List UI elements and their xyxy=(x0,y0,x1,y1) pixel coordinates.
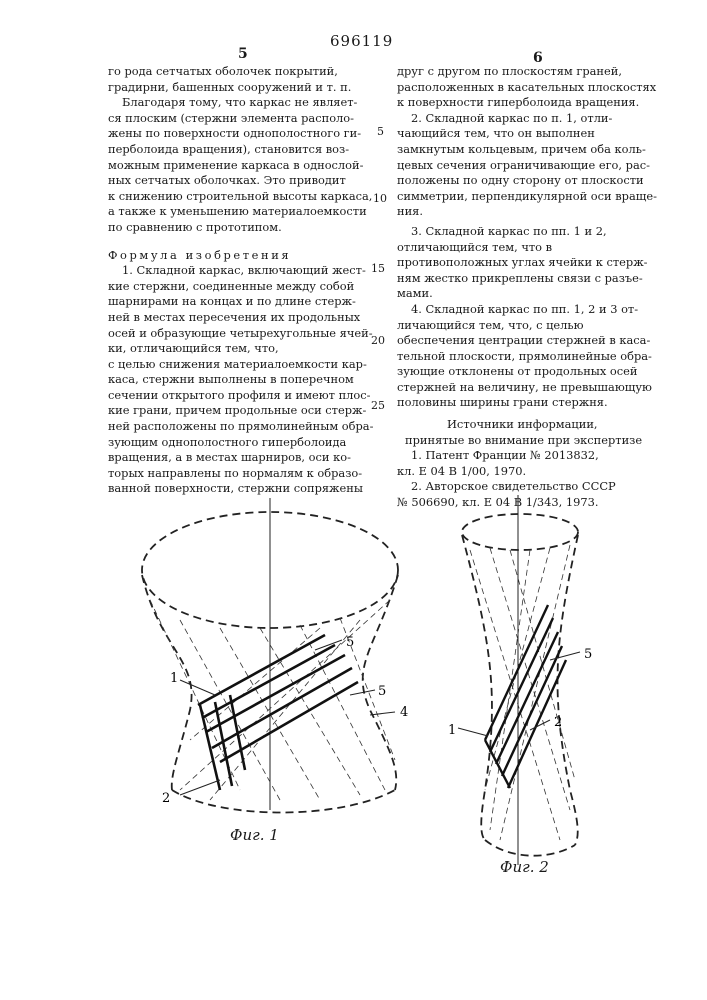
text-line: расположенных в касательных плоскостях xyxy=(397,80,657,96)
fig2-top-ellipse xyxy=(462,514,578,550)
text-line: зующие отклонены от продольных осей xyxy=(397,364,657,380)
fig1-label-1: 1 xyxy=(170,671,178,686)
claim-line: 1. Складной каркас, включающий жест- xyxy=(108,263,358,279)
fig1-label-4: 4 xyxy=(400,705,408,720)
claim-line: каса, стержни выполнены в поперечном xyxy=(108,372,358,388)
fig1-leader-4 xyxy=(370,712,395,715)
claim-line: ванной поверхности, стержни сопряжены xyxy=(108,481,358,497)
claim-line: шарнирами на концах и по длине стерж- xyxy=(108,294,358,310)
claim-line: кие стержни, соединенные между собой xyxy=(108,279,358,295)
claim-line: с целью снижения материалоемкости кар- xyxy=(108,357,358,373)
formula-heading: Формула изобретения xyxy=(108,248,358,264)
page-number-left: 5 xyxy=(238,46,248,62)
line-number: 5 xyxy=(377,125,384,138)
fig2-leader-5 xyxy=(550,652,580,660)
fig1-leader-5b xyxy=(350,690,375,695)
fig2-label-2: 2 xyxy=(554,715,562,730)
text-line: мами. xyxy=(397,286,657,302)
sources-heading: Источники информации, xyxy=(397,417,657,433)
text-line: цевых сечения ограничивающие его, рас- xyxy=(397,158,657,174)
figure-2 xyxy=(430,490,630,870)
fig1-label-5b: 5 xyxy=(378,684,386,699)
fig2-caption: Фиг. 2 xyxy=(500,858,549,876)
text-line: к снижению строительной высоты каркаса, xyxy=(108,189,358,205)
fig1-leader-2 xyxy=(180,780,220,795)
text-line: ных сетчатых оболочках. Это приводит xyxy=(108,173,358,189)
fig2-label-5: 5 xyxy=(584,647,592,662)
fig1-right-contour xyxy=(363,575,398,790)
text-line: личающийся тем, что, с целью xyxy=(397,318,657,334)
text-line: 4. Складной каркас по пп. 1, 2 и 3 от- xyxy=(397,302,657,318)
fig2-generatrices xyxy=(470,545,575,840)
text-line: замкнутым кольцевым, причем оба коль- xyxy=(397,142,657,158)
fig1-generatrices xyxy=(150,600,395,800)
fig2-frame-bars xyxy=(485,605,566,788)
text-line: друг с другом по плоскостям граней, xyxy=(397,64,657,80)
source-line: № 506690, кл. Е 04 В 1/343, 1973. xyxy=(397,495,657,511)
claim-line: осей и образующие четырехугольные ячей- xyxy=(108,326,358,342)
fig2-label-1: 1 xyxy=(448,723,456,738)
text-line: симметрии, перпендикулярной оси враще- xyxy=(397,189,657,205)
claim-line: торых направлены по нормалям к образо- xyxy=(108,466,358,482)
text-line: к поверхности гиперболоида вращения. xyxy=(397,95,657,111)
source-line: кл. Е 04 В 1/00, 1970. xyxy=(397,464,657,480)
text-line: Благодаря тому, что каркас не являет- xyxy=(108,95,358,111)
text-line: по сравнению с прототипом. xyxy=(108,220,358,236)
text-line: можным применение каркаса в однослой- xyxy=(108,158,358,174)
fig2-bottom-edge xyxy=(485,840,575,856)
line-number: 25 xyxy=(371,399,385,412)
text-line: жены по поверхности однополостного ги- xyxy=(108,126,358,142)
right-column xyxy=(397,64,657,511)
fig2-leader-2 xyxy=(530,720,550,730)
text-line: градирни, башенных сооружений и т. п. xyxy=(108,80,358,96)
fig2-left-contour xyxy=(462,535,492,840)
line-number: 10 xyxy=(373,192,387,205)
fig1-label-2: 2 xyxy=(162,791,170,806)
fig1-leader-1 xyxy=(180,680,215,695)
fig1-caption: Фиг. 1 xyxy=(230,826,279,844)
left-column xyxy=(108,64,358,497)
claim-line: ней расположены по прямолинейным обра- xyxy=(108,419,358,435)
text-line: тельной плоскости, прямолинейные обра- xyxy=(397,349,657,365)
source-line: 1. Патент Франции № 2013832, xyxy=(397,448,657,464)
patent-number: 696119 xyxy=(330,32,393,50)
text-line: противоположных углах ячейки к стерж- xyxy=(397,255,657,271)
source-line: 2. Авторское свидетельство СССР xyxy=(397,479,657,495)
text-line: чающийся тем, что он выполнен xyxy=(397,126,657,142)
claim-line: кие грани, причем продольные оси стерж- xyxy=(108,403,358,419)
claim-line: вращения, а в местах шарниров, оси ко- xyxy=(108,450,358,466)
fig1-label-5a: 5 xyxy=(346,635,354,650)
text-line: 3. Складной каркас по пп. 1 и 2, xyxy=(397,224,657,240)
text-line: ния. xyxy=(397,204,657,220)
text-line: го рода сетчатых оболочек покрытий, xyxy=(108,64,358,80)
text-line: а также к уменьшению материалоемкости xyxy=(108,204,358,220)
text-line: положены по одну сторону от плоскости xyxy=(397,173,657,189)
figure-1 xyxy=(120,490,430,850)
page-number-right: 6 xyxy=(533,50,543,66)
fig1-left-contour xyxy=(142,575,192,790)
fig2-leader-1 xyxy=(458,728,488,736)
claim-line: сечении открытого профиля и имеют плос- xyxy=(108,388,358,404)
text-line: обеспечения центрации стержней в каса- xyxy=(397,333,657,349)
fig2-right-contour xyxy=(558,535,578,845)
text-line: стержней на величину, не превышающую xyxy=(397,380,657,396)
text-line: перболоида вращения), становится воз- xyxy=(108,142,358,158)
line-number: 15 xyxy=(371,262,385,275)
text-line: отличающийся тем, что в xyxy=(397,240,657,256)
text-line: 2. Складной каркас по п. 1, отли- xyxy=(397,111,657,127)
claim-line: ней в местах пересечения их продольных xyxy=(108,310,358,326)
text-line: ням жестко прикреплены связи с разъе- xyxy=(397,271,657,287)
text-line: ся плоским (стержни элемента располо- xyxy=(108,111,358,127)
claim-line: ки, отличающийся тем, что, xyxy=(108,341,358,357)
fig1-bottom-edge xyxy=(172,790,395,813)
line-number: 20 xyxy=(371,334,385,347)
sources-heading: принятые во внимание при экспертизе xyxy=(397,433,657,449)
text-line: половины ширины грани стержня. xyxy=(397,395,657,411)
claim-line: зующим однополостного гиперболоида xyxy=(108,435,358,451)
